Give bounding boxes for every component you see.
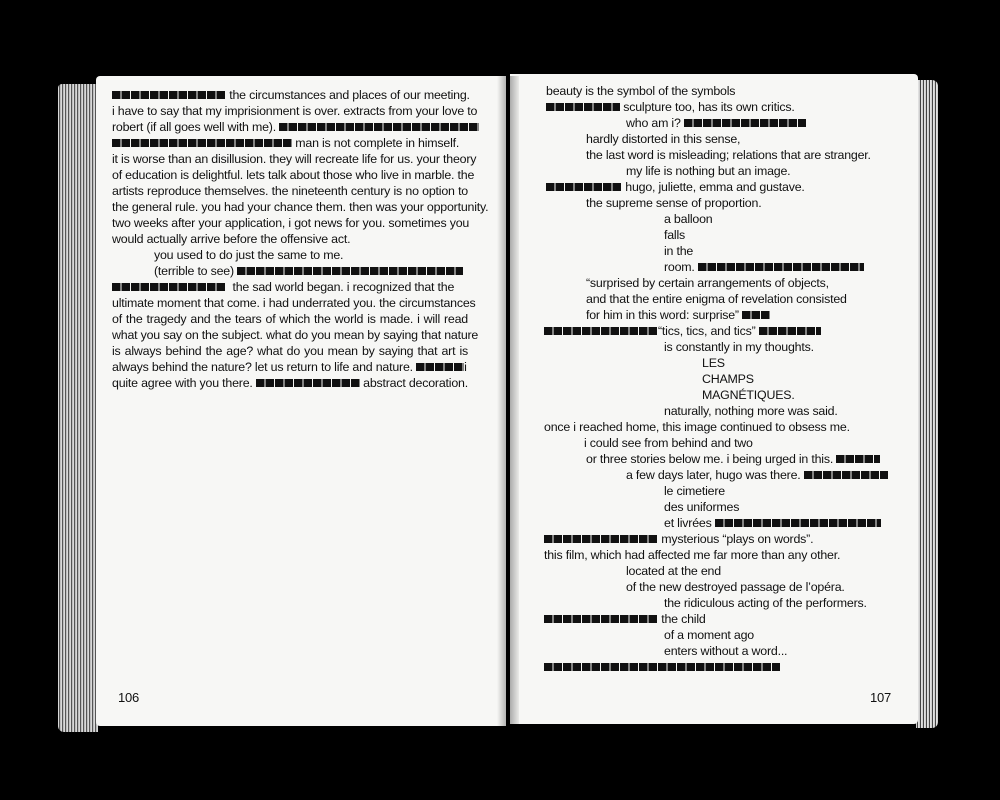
text: sculpture too, has its own critics. [623, 100, 795, 114]
text-line [112, 328, 479, 343]
text-line [112, 152, 477, 167]
text: the ridiculous acting of the performers. [664, 596, 867, 610]
text-line [112, 120, 479, 135]
text-line [664, 500, 739, 515]
text-line [664, 644, 787, 659]
redaction-bar [698, 263, 864, 271]
redaction-bar [544, 663, 780, 671]
redaction-bar [759, 327, 821, 335]
redaction-bar [544, 327, 658, 335]
text: my life is nothing but an image. [626, 164, 791, 178]
redaction-bar [256, 379, 360, 387]
text-line [546, 100, 795, 115]
text-line [664, 404, 838, 419]
redaction-bar [546, 183, 622, 191]
text: would actually arrive before the offensive act. [112, 232, 351, 246]
text: you used to do just the same to me. [154, 248, 344, 262]
text: enters without a word... [664, 644, 788, 658]
text-line [112, 216, 468, 231]
redaction-bar [804, 471, 888, 479]
text: it is worse than an disillusion. they will recreate life for us. your theory [112, 152, 477, 166]
text-line [626, 564, 721, 579]
text-line [112, 184, 468, 199]
text-line [626, 164, 790, 179]
text: the last word is misleading; relations that are stranger. [586, 148, 871, 162]
text-line [664, 260, 864, 275]
text-line [154, 248, 343, 263]
text-line [664, 628, 754, 643]
text: the supreme sense of proportion. [586, 196, 762, 210]
text: two weeks after your application, i got news for you. sometimes you [112, 216, 470, 230]
text-line [626, 116, 806, 131]
text: located at the end [626, 564, 721, 578]
text: the sad world began. i recognized that the [232, 280, 455, 294]
text: this film, which had affected me far more than any other. [544, 548, 841, 562]
text-line [112, 200, 489, 215]
text: CHAMPS [702, 372, 754, 386]
redaction-bar [715, 519, 881, 527]
text: of a moment ago [664, 628, 754, 642]
text-line [544, 612, 706, 627]
text-line [664, 244, 693, 259]
text-line [112, 104, 478, 119]
text: for him in this word: surprise” [586, 308, 739, 322]
text: is constantly in my thoughts. [664, 340, 814, 354]
text: or three stories below me. i being urged in this. [586, 452, 834, 466]
text: et livrées [664, 516, 712, 530]
redaction-bar [836, 455, 880, 463]
text-line [544, 420, 850, 435]
text: man is not complete in himself. [295, 136, 460, 150]
text-line [546, 180, 805, 195]
text: falls [664, 228, 686, 242]
text: and that the entire enigma of revelation consisted [586, 292, 847, 306]
text-line [112, 136, 459, 151]
text: mysterious “plays on words”. [661, 532, 814, 546]
text: (terrible to see) [154, 264, 234, 278]
text-line [112, 312, 468, 327]
text: i could see from behind and two [584, 436, 753, 450]
text-line [544, 532, 813, 547]
text: of the new destroyed passage de l’opéra. [626, 580, 845, 594]
text-line [586, 452, 880, 467]
text: robert (if all goes well with me). [112, 120, 276, 134]
text: room. [664, 260, 695, 274]
text: is always behind the age? what do you mean by saying that art is [112, 344, 468, 358]
text-line [154, 264, 463, 279]
text: naturally, nothing more was said. [664, 404, 838, 418]
text-line [584, 436, 753, 451]
text-line [626, 580, 845, 595]
redaction-bar [544, 535, 658, 543]
text: beauty is the symbol of the symbols [546, 84, 736, 98]
text: hugo, juliette, emma and gustave. [625, 180, 805, 194]
text-line [664, 340, 814, 355]
page-number: 106 [118, 690, 140, 705]
text: what you say on the subject. what do you mean by saying that nature [112, 328, 479, 342]
text-line [544, 660, 780, 675]
left-page-edges [58, 84, 98, 732]
redaction-bar [112, 139, 292, 147]
text: a balloon [664, 212, 713, 226]
text: MAGNÉTIQUES. [702, 388, 795, 402]
text: always behind the nature? let us return to life and nature. [112, 360, 413, 374]
text-line [664, 228, 685, 243]
redaction-bar [112, 283, 226, 291]
text-line [112, 232, 350, 247]
text: who am i? [626, 116, 681, 130]
text-line [112, 296, 476, 311]
text-line [544, 548, 840, 563]
page-number: 107 [870, 690, 892, 705]
text-line [112, 376, 468, 391]
text: artists reproduce themselves. the nineteenth century is no option to [112, 184, 468, 198]
text: of the tragedy and the tears of which the world is made. i will read [112, 312, 468, 326]
text: a few days later, hugo was there. [626, 468, 801, 482]
text: of education is delightful. lets talk about those who live in marble. the [112, 168, 475, 182]
redaction-bar [544, 615, 658, 623]
text: des uniformes [664, 500, 740, 514]
text: LES [702, 356, 725, 370]
text-line [586, 292, 847, 307]
text-line [664, 596, 867, 611]
text-line [664, 212, 713, 227]
redaction-bar [684, 119, 806, 127]
text: abstract decoration. [363, 376, 468, 390]
text-line [664, 516, 881, 531]
text: quite agree with you there. [112, 376, 253, 390]
redaction-bar [237, 267, 463, 275]
text: once i reached home, this image continued to obsess me. [544, 420, 850, 434]
text: “surprised by certain arrangements of objects, [586, 276, 829, 290]
text-line [112, 360, 467, 375]
text-line [544, 324, 821, 339]
text: the child [661, 612, 706, 626]
text-line [112, 280, 454, 295]
text: le cimetiere [664, 484, 725, 498]
left-page [96, 76, 506, 726]
text-line [702, 372, 754, 387]
text: i have to say that my imprisionment is over. extracts from your love to [112, 104, 478, 118]
text-line [112, 88, 470, 103]
redaction-bar [546, 103, 620, 111]
right-page [510, 74, 918, 724]
text-line [112, 168, 475, 183]
text: ultimate moment that come. i had underrated you. the circumstances [112, 296, 476, 310]
text-line [664, 484, 725, 499]
text-line [626, 468, 888, 483]
redaction-bar [279, 123, 479, 131]
text: i [464, 360, 467, 374]
text-line [702, 356, 725, 371]
text: in the [664, 244, 694, 258]
text: the general rule. you had your chance them. then was your opportunity. [112, 200, 489, 214]
text-line [586, 132, 740, 147]
text-line [702, 388, 795, 403]
text: the circumstances and places of our meeting. [229, 88, 470, 102]
redaction-bar [416, 363, 464, 371]
right-page-edges [916, 80, 938, 728]
text-line [586, 276, 829, 291]
text: “tics, tics, and tics” [658, 324, 756, 338]
redaction-bar [742, 311, 770, 319]
text-line [586, 196, 761, 211]
text-line [546, 84, 735, 99]
redaction-bar [112, 91, 226, 99]
text: hardly distorted in this sense, [586, 132, 741, 146]
text-line [586, 148, 871, 163]
text-line [112, 344, 468, 359]
text-line [586, 308, 770, 323]
